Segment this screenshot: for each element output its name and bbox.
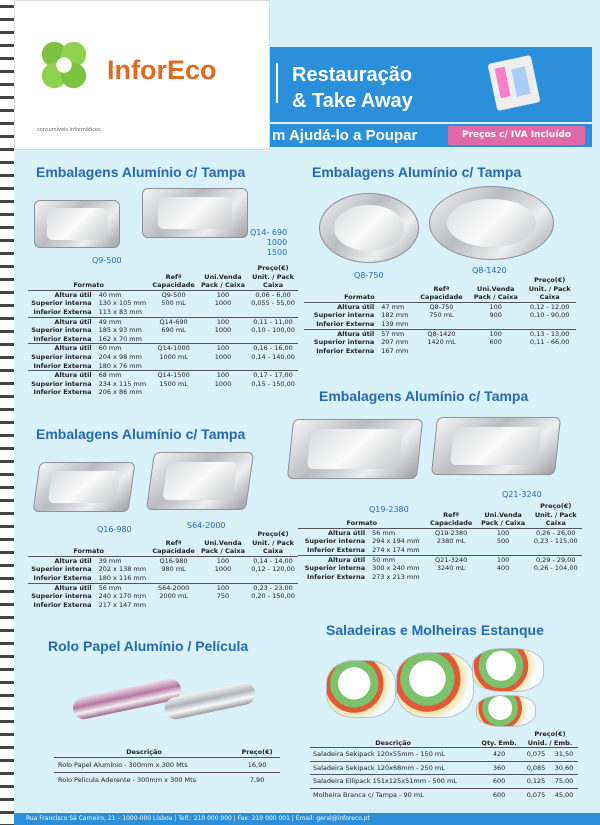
- image-label: Q16-980: [97, 525, 132, 534]
- spec-label: Superior interna: [304, 564, 366, 573]
- table-row: [28, 601, 298, 610]
- table-row: [310, 761, 578, 775]
- spec-label: Superior interna: [31, 352, 92, 361]
- spec-label: Altura útil: [28, 344, 96, 353]
- table-row: [28, 574, 298, 583]
- reference-cell: [415, 347, 468, 356]
- logo-panel: [14, 0, 270, 150]
- spec-label: Superior interna: [31, 326, 92, 335]
- spec-value: 206 x 86 mm: [98, 388, 142, 397]
- column-header: Formato: [28, 530, 149, 556]
- salad-bowl-image: [326, 660, 396, 718]
- table-row: [28, 371, 298, 380]
- qty-cell: 420: [476, 748, 522, 762]
- price-badge: Preços c/ IVA Incluído: [448, 126, 585, 145]
- price-cell: 0,15 - 150,00: [251, 379, 295, 388]
- pack-cell: [477, 573, 530, 582]
- price-cell: 0,12 - 12,00: [523, 302, 576, 311]
- table-row: [298, 537, 582, 546]
- spec-label: Inferior Externa: [33, 307, 92, 316]
- pack-price-cell: 31,50: [550, 748, 578, 762]
- spec-table-round-trays: [304, 276, 576, 355]
- price-cell: 0,29 - 29,00: [529, 555, 582, 564]
- reference-cell: 500 mL: [161, 299, 186, 308]
- image-label: Q19-2380: [369, 505, 409, 514]
- spec-value: 40 mm: [96, 290, 150, 299]
- column-header: Formato: [304, 276, 415, 302]
- unit-price-cell: 0,075: [522, 748, 550, 762]
- spec-label: Superior interna: [31, 379, 92, 388]
- price-cell: [248, 601, 298, 610]
- reference-cell: [415, 320, 468, 329]
- table-row: [54, 773, 280, 788]
- brand-name: InforEco: [107, 55, 217, 85]
- table-row: [304, 329, 576, 338]
- price-cell: [529, 546, 582, 555]
- unit-price-cell: 0,125: [522, 775, 550, 789]
- spec-label: Superior interna: [31, 299, 92, 308]
- spec-label: Altura útil: [28, 583, 96, 592]
- table-row: [28, 592, 298, 601]
- unit-price-cell: 0,075: [522, 788, 550, 801]
- price-cell: [248, 362, 298, 371]
- tray-image-s64: [146, 452, 254, 510]
- spec-value: 162 x 70 mm: [98, 334, 142, 343]
- reference-cell: [149, 601, 198, 610]
- price-cell: 7,90: [234, 773, 280, 788]
- table-row: [310, 748, 578, 762]
- column-header: Preço(€) Unit. / Pack Caixa: [529, 502, 582, 528]
- pack-cell: [468, 320, 523, 329]
- spec-label: Inferior Externa: [33, 388, 92, 397]
- table-row: [28, 362, 298, 371]
- description-cell: Rolo Papel Alumínio - 300mm x 300 Mts: [54, 757, 234, 773]
- image-label: S64-2000: [187, 521, 226, 530]
- pack-cell: 100: [198, 371, 248, 380]
- price-cell: 0,10 - 90,00: [529, 311, 570, 320]
- tray-image-q16: [32, 462, 135, 512]
- column-header: Formato: [298, 502, 426, 528]
- pack-cell: 100: [198, 290, 248, 299]
- header-divider: [276, 63, 278, 103]
- table-row: [28, 556, 298, 565]
- flower-logo-icon: [35, 37, 93, 95]
- spec-label: Altura útil: [298, 555, 369, 564]
- reference-cell: Q14-690: [149, 317, 198, 326]
- pack-cell: 600: [489, 338, 502, 347]
- spec-label: Altura útil: [28, 371, 96, 380]
- spec-label: Altura útil: [298, 528, 369, 537]
- table-row: [304, 320, 576, 329]
- spec-value: 68 mm: [96, 371, 150, 380]
- pack-cell: [198, 601, 248, 610]
- tray-image-q19: [287, 419, 423, 479]
- spec-value: 47 mm: [378, 302, 415, 311]
- column-header: Preço(€) Unit. / Pack Caixa: [248, 530, 298, 556]
- round-tray-image-q8-750: [319, 193, 419, 263]
- table-row: [298, 564, 582, 573]
- pack-cell: [198, 388, 248, 397]
- spec-value: 57 mm: [378, 329, 415, 338]
- pack-cell: [198, 335, 248, 344]
- reference-cell: 750 mL: [429, 311, 454, 320]
- pack-price-cell: 75,00: [550, 775, 578, 789]
- image-label: Q8-750: [354, 271, 384, 280]
- pack-cell: 100: [468, 302, 523, 311]
- reference-cell: 2380 mL: [436, 537, 466, 546]
- spec-label: Superior interna: [313, 338, 375, 347]
- spec-value: 185 x 93 mm: [98, 326, 142, 335]
- pack-cell: 100: [477, 528, 530, 537]
- price-cell: 0,16 - 16,00: [248, 344, 298, 353]
- reference-cell: [149, 574, 198, 583]
- spec-value: 50 mm: [369, 555, 426, 564]
- tray-image-q14: [142, 188, 248, 238]
- section-title-rect-trays: Embalagens Alumínio c/ Tampa: [36, 164, 246, 180]
- tray-image-q9: [34, 200, 120, 248]
- price-cell: [248, 574, 298, 583]
- pack-cell: [198, 574, 248, 583]
- pack-cell: 1000: [214, 565, 232, 574]
- tray-image-q21: [431, 417, 561, 475]
- reference-cell: Q16-980: [149, 556, 198, 565]
- price-table-salad-bowls: [310, 730, 578, 802]
- salad-bowl-image: [396, 652, 474, 718]
- description-cell: Saladeira Sekipack 120x55mm - 150 mL: [310, 748, 476, 762]
- table-row: [28, 380, 298, 389]
- qty-cell: 600: [476, 788, 522, 801]
- pack-cell: [468, 347, 523, 356]
- price-cell: [523, 347, 576, 356]
- pack-cell: 100: [198, 583, 248, 592]
- pack-cell: [198, 362, 248, 371]
- reference-cell: Q8-750: [415, 302, 468, 311]
- unit-price-cell: 0,085: [522, 761, 550, 775]
- spec-label: Inferior Externa: [307, 572, 366, 581]
- pack-cell: 400: [496, 564, 510, 573]
- image-label: Q8-1420: [472, 266, 507, 275]
- price-cell: 0,11 - 66,00: [529, 338, 570, 347]
- spec-value: 130 x 105 mm: [98, 299, 147, 308]
- pack-cell: 100: [468, 329, 523, 338]
- price-cell: 0,11 - 11,00: [248, 317, 298, 326]
- pack-cell: 1000: [214, 379, 232, 388]
- table-header-row: [298, 502, 582, 528]
- binder-spiral: [0, 0, 14, 825]
- table-row: [28, 299, 298, 308]
- price-cell: 0,20 - 150,00: [251, 592, 295, 601]
- column-header: Uni.Venda Pack / Caixa: [198, 530, 248, 556]
- pack-cell: 900: [489, 311, 502, 320]
- price-table-rolls: [54, 748, 280, 788]
- spec-label: Altura útil: [28, 290, 96, 299]
- spec-value: 240 x 170 mm: [98, 592, 147, 601]
- pack-cell: 500: [496, 537, 510, 546]
- catalog-page: [14, 0, 600, 825]
- description-cell: Saladeira Sekipack 120x68mm - 250 mL: [310, 761, 476, 775]
- spec-value: 273 x 213 mm: [372, 572, 420, 581]
- table-header-row: [304, 276, 576, 302]
- reference-cell: 2000 mL: [159, 592, 188, 601]
- price-cell: [529, 573, 582, 582]
- spec-value: 167 mm: [381, 346, 409, 355]
- reference-cell: 1500 mL: [159, 379, 188, 388]
- pack-cell: [477, 546, 530, 555]
- table-row: [28, 353, 298, 362]
- table-row: [298, 528, 582, 537]
- table-row: [28, 388, 298, 397]
- pack-cell: 750: [216, 592, 230, 601]
- spec-value: 234 x 115 mm: [98, 379, 147, 388]
- table-row: [28, 344, 298, 353]
- price-cell: 0,14 - 14,00: [248, 556, 298, 565]
- reference-cell: [149, 335, 198, 344]
- pack-cell: 100: [198, 317, 248, 326]
- sauce-cup-image: [476, 695, 536, 727]
- price-cell: [523, 320, 576, 329]
- pack-cell: 100: [198, 556, 248, 565]
- description-cell: Rolo Película Aderente - 300mm x 300 Mts: [54, 773, 234, 788]
- table-row: [304, 338, 576, 347]
- section-title-round-trays: Embalagens Alumínio c/ Tampa: [312, 164, 522, 180]
- column-header: Preço(€) Unit. / Pack Caixa: [248, 264, 298, 290]
- image-label: Q14- 690 1000 1500: [250, 228, 288, 257]
- price-cell: 0,17 - 17,00: [248, 371, 298, 380]
- column-header: Descrição: [310, 730, 476, 748]
- price-cell: [248, 335, 298, 344]
- column-header: Preço(€): [234, 748, 280, 757]
- price-cell: 0,23 - 115,00: [533, 537, 578, 546]
- spec-label: Inferior Externa: [33, 600, 92, 609]
- reference-cell: [426, 546, 477, 555]
- reference-cell: Q14-1000: [149, 344, 198, 353]
- salad-bowl-image: [472, 648, 544, 692]
- table-row: [304, 302, 576, 311]
- spec-value: 139 mm: [381, 319, 409, 328]
- spec-label: Inferior Externa: [33, 361, 92, 370]
- column-header: Uni.Venda Pack / Caixa: [468, 276, 523, 302]
- table-row: [28, 583, 298, 592]
- column-header: Formato: [28, 264, 149, 290]
- price-cell: 0,055 - 55,00: [251, 299, 295, 308]
- description-cell: Molheira Branca c/ Tampa - 90 mL: [310, 788, 476, 801]
- spec-label: Altura útil: [304, 329, 378, 338]
- table-row: [298, 555, 582, 564]
- price-cell: 16,90: [234, 757, 280, 773]
- table-row: [310, 775, 578, 789]
- image-label: Q9-500: [92, 256, 122, 265]
- section-title-rolls: Rolo Papel Alumínio / Película: [48, 638, 249, 654]
- table-row: [28, 335, 298, 344]
- column-header: Uni.Venda Pack / Caixa: [198, 264, 248, 290]
- reference-cell: 980 mL: [161, 565, 186, 574]
- reference-cell: 1000 mL: [159, 352, 188, 361]
- hero-slogan: m Ajudá-lo a Poupar: [272, 127, 418, 144]
- spec-label: Inferior Externa: [316, 346, 375, 355]
- pack-cell: 1000: [214, 299, 232, 308]
- spec-value: 56 mm: [369, 528, 426, 537]
- spec-value: 207 mm: [381, 338, 409, 347]
- reference-cell: Q19-2380: [426, 528, 477, 537]
- reference-cell: Q21-3240: [426, 555, 477, 564]
- spec-value: 202 x 138 mm: [98, 565, 147, 574]
- brand-tagline: consumíveis informáticos: [37, 127, 101, 133]
- price-cell: 0,14 - 140,00: [251, 352, 295, 361]
- column-header: Refª Capacidade: [149, 530, 198, 556]
- spec-label: Superior interna: [31, 565, 92, 574]
- description-cell: Saladeira Ellipack 151x125x51mm - 500 mL: [310, 775, 476, 789]
- spec-table-medium-trays: [28, 530, 298, 609]
- footer-contacts: Rua Francisco Sá Carneiro, 21 – 1000-000 Lisboa | Telf.: 210 000 000 | Fax: 210 000 001 | Email: geral@inforeco.pt: [14, 813, 600, 825]
- spec-value: 60 mm: [96, 344, 150, 353]
- reference-cell: 3240 mL: [436, 564, 466, 573]
- image-label: Q21-3240: [502, 490, 542, 499]
- table-row: [28, 565, 298, 574]
- table-row: [28, 290, 298, 299]
- pack-cell: 100: [198, 344, 248, 353]
- spec-value: 39 mm: [96, 556, 150, 565]
- qty-cell: 360: [476, 761, 522, 775]
- reference-cell: Q9-500: [149, 290, 198, 299]
- pack-cell: 1000: [214, 326, 232, 335]
- spec-value: 274 x 174 mm: [372, 545, 420, 554]
- column-header: Preço(€) Unit. / Pack Caixa: [523, 276, 576, 302]
- pack-cell: [198, 308, 248, 317]
- column-header: Descrição: [54, 748, 234, 757]
- spec-value: 294 x 194 mm: [372, 537, 420, 546]
- spec-value: 49 mm: [96, 317, 150, 326]
- price-cell: 0,26 - 26,00: [529, 528, 582, 537]
- spec-table-large-trays: [298, 502, 582, 581]
- column-header: Refª Capacidade: [426, 502, 477, 528]
- price-cell: [248, 388, 298, 397]
- pack-price-cell: 45,00: [550, 788, 578, 801]
- spec-value: 217 x 147 mm: [98, 600, 147, 609]
- spec-label: Superior interna: [304, 537, 366, 546]
- price-cell: 0,26 - 104,00: [533, 564, 578, 573]
- section-title-large-trays: Embalagens Alumínio c/ Tampa: [319, 388, 529, 404]
- reference-cell: [149, 308, 198, 317]
- price-cell: 0,13 - 13,00: [523, 329, 576, 338]
- spec-label: Superior interna: [31, 592, 92, 601]
- spec-label: Inferior Externa: [307, 545, 366, 554]
- reference-cell: [149, 362, 198, 371]
- table-row: [298, 546, 582, 555]
- reference-cell: Q14-1500: [149, 371, 198, 380]
- reference-cell: Q8-1420: [415, 329, 468, 338]
- reference-cell: [149, 388, 198, 397]
- price-cell: 0,23 - 23,00: [248, 583, 298, 592]
- spec-label: Altura útil: [28, 556, 96, 565]
- column-header: Refª Capacidade: [415, 276, 468, 302]
- hero-title: Restauração & Take Away: [292, 64, 413, 112]
- pack-cell: 100: [477, 555, 530, 564]
- spec-table-rect-trays: [28, 264, 298, 397]
- spec-value: 182 mm: [381, 311, 409, 320]
- spec-value: 300 x 240 mm: [372, 564, 420, 573]
- spec-label: Inferior Externa: [33, 334, 92, 343]
- round-tray-image-q8-1420: [429, 186, 554, 260]
- price-cell: 0,12 - 120,00: [251, 565, 295, 574]
- column-header: Preço(€) Unid. / Emb.: [522, 730, 578, 748]
- spec-label: Altura útil: [304, 302, 378, 311]
- table-header-row: [310, 730, 578, 748]
- reference-cell: S64-2000: [149, 583, 198, 592]
- table-row: [304, 347, 576, 356]
- pack-price-cell: 30,60: [550, 761, 578, 775]
- table-row: [298, 573, 582, 582]
- table-header-row: [28, 264, 298, 290]
- column-header: Uni.Venda Pack / Caixa: [477, 502, 530, 528]
- price-cell: [248, 308, 298, 317]
- section-title-salad-bowls: Saladeiras e Molheiras Estanque: [326, 622, 544, 638]
- table-header-row: [54, 748, 280, 757]
- reference-cell: [426, 573, 477, 582]
- price-cell: 0,10 - 100,00: [251, 326, 295, 335]
- column-header: Qty. Emb.: [476, 730, 522, 748]
- reference-cell: 1420 mL: [427, 338, 456, 347]
- spec-value: 56 mm: [96, 583, 150, 592]
- spec-label: Superior interna: [313, 311, 375, 320]
- reference-cell: 690 mL: [161, 326, 186, 335]
- spec-value: 180 x 116 mm: [98, 573, 147, 582]
- qty-cell: 600: [476, 775, 522, 789]
- spec-label: Inferior Externa: [33, 573, 92, 582]
- table-row: [54, 757, 280, 773]
- column-header: Refª Capacidade: [149, 264, 198, 290]
- spec-value: 113 x 83 mm: [98, 307, 142, 316]
- spec-label: Altura útil: [28, 317, 96, 326]
- price-cell: 0,06 - 6,00: [248, 290, 298, 299]
- table-row: [310, 788, 578, 801]
- table-row: [28, 317, 298, 326]
- pack-cell: 1000: [214, 352, 232, 361]
- table-row: [28, 326, 298, 335]
- spec-label: Inferior Externa: [316, 319, 375, 328]
- table-row: [304, 311, 576, 320]
- spec-value: 180 x 76 mm: [98, 361, 142, 370]
- section-title-medium-trays: Embalagens Alumínio c/ Tampa: [36, 426, 246, 442]
- table-header-row: [28, 530, 298, 556]
- spec-value: 204 x 98 mm: [98, 352, 142, 361]
- table-row: [28, 308, 298, 317]
